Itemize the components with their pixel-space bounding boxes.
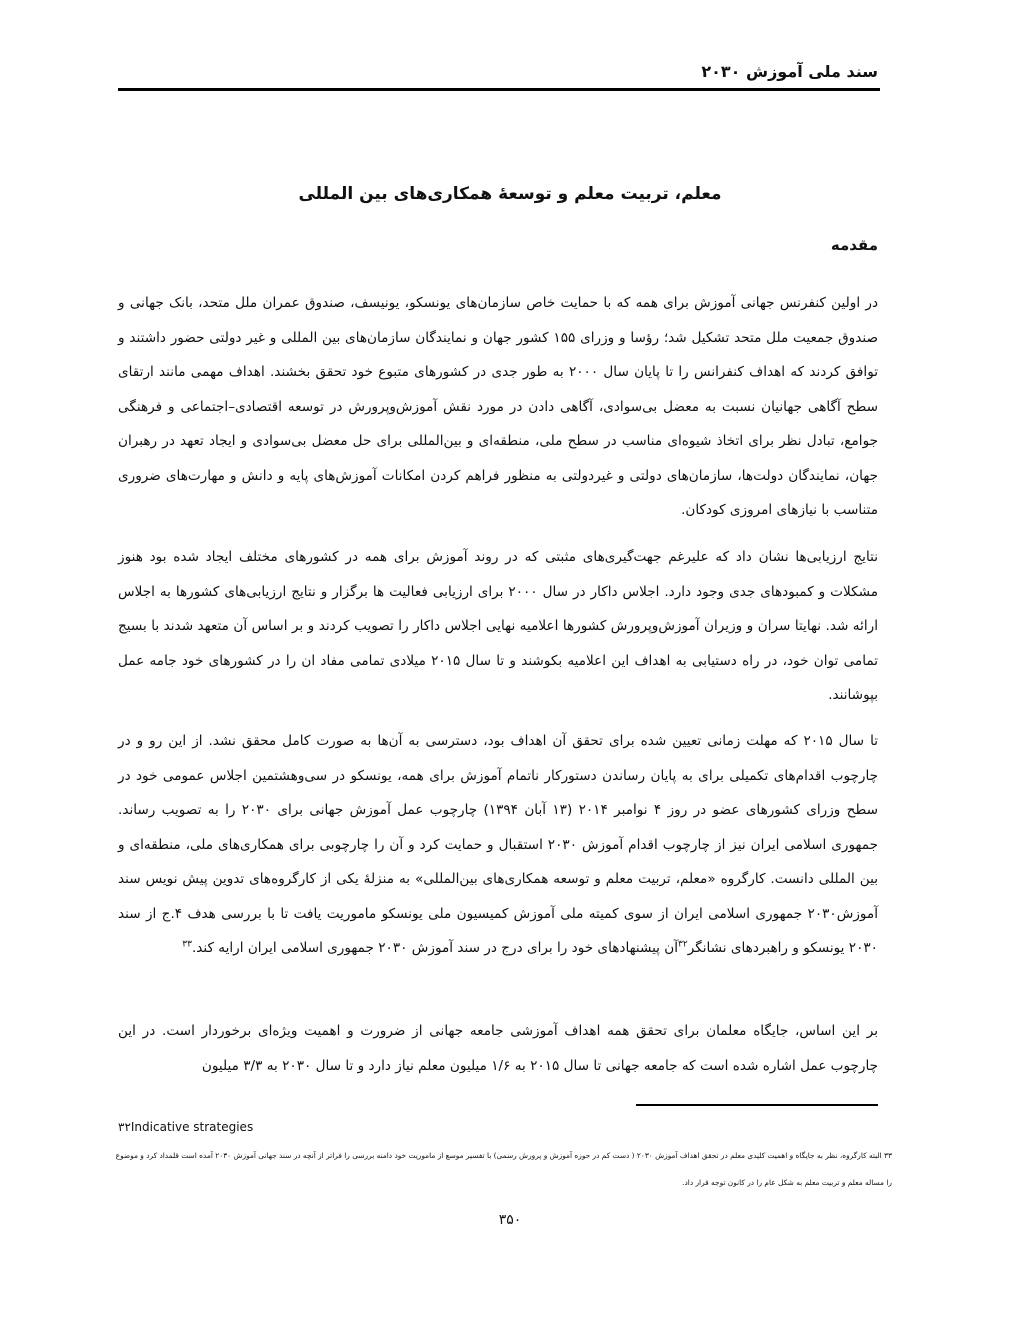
footnote-ref-33[interactable]: ۳۳: [182, 939, 192, 950]
section-heading: مقدمه: [830, 236, 878, 254]
paragraph-1: در اولین کنفرنس جهانی آموزش برای همه که با حمایت خاص سازمان‌های یونسکو، یونیسف، صندوق عمران ملل متحد، بانک جهانی و صندوق جمعیت ملل متحد تشکیل شد؛ رؤسا و وزرای ۱۵۵ کشور جهان و نمایندگان سازمان‌های بین المللی و غیر دولتی حضور داشتند و توافق کردند که اهداف کنفرانس را تا پایان سال ۲۰۰۰ به طور جدی در کشورهای متبوع خود تحقق بخشند. اهداف مهمی مانند ارتقای سطح آگاهی جهانیان نسبت به معضل بی‌سوادی، آگاهی دادن در مورد نقش آموزش‌وپرورش در توسعه اقتصادی–اجتماعی و فرهنگی جوامع، تبادل نظر برای اتخاذ شیوه‌ای مناسب در سطح ملی، منطقه‌ای و بین‌المللی برای حل معضل بی‌سوادی و ایجاد تعهد در رهبران جهان، نمایندگان دولت‌ها، سازمان‌های دولتی و غیردولتی به منظور فراهم کردن امکانات آموزش‌های پایه و دانش و مهارت‌های ضروری متناسب با نیازهای امروزی کودکان.: [118, 295, 878, 518]
footnote-32-mark: ۳۲: [118, 1120, 131, 1134]
footnote-32-text: Indicative strategies: [130, 1120, 254, 1134]
header-divider: [118, 88, 880, 91]
chapter-title: معلم، تربیت معلم و توسعهٔ همکاری‌های بین المللی: [298, 184, 722, 204]
footnote-divider: [636, 1104, 878, 1106]
page-number: ۳۵۰: [498, 1212, 522, 1228]
paragraph-3-text: تا سال ۲۰۱۵ که مهلت زمانی تعیین شده برای تحقق آن اهداف بود، دسترسی به آن‌ها به صورت کامل محقق نشد. از این رو و در چارچوب اقدام‌های تکمیلی برای به پایان رساندن دستورکار ناتمام آموزش برای همه، یونسکو در سی‌وهشتمین اجلاس عمومی خود در سطح وزرای کشورهای عضو در روز ۴ نوامبر ۲۰۱۴ (۱۳ آبان ۱۳۹۴) چارچوب عمل آموزش جهانی برای ۲۰۳۰ را به تصویب رساند. جمهوری اسلامی ایران نیز از چارچوب اقدام آموزش ۲۰۳۰ استقبال و حمایت کرد و آن را چارچوبی برای همکاری‌های ملی، منطقه‌ای و بین المللی دانست. کارگروه «معلم، تربیت معلم و توسعه همکاری‌های بین‌المللی» به منزلهٔ یکی از کارگروه‌های تدوین پیش نویس سند آموزش۲۰۳۰ جمهوری اسلامی ایران از سوی کمیته ملی آموزش کمیسیون ملی یونسکو ماموریت یافت تا با بررسی هدف ۴.ج از سند ۲۰۳۰ یونسکو و راهبردهای نشانگر: [118, 733, 879, 956]
footnote-ref-32[interactable]: ۳۲: [678, 939, 688, 950]
paragraph-4: بر این اساس، جایگاه معلمان برای تحقق همه اهداف آموزشی جامعه جهانی از ضرورت و اهمیت ویژه‌ای برخوردار است. در این چارچوب عمل اشاره شده است که جامعه جهانی تا سال ۲۰۱۵ به ۱/۶ میلیون معلم نیاز دارد و تا سال ۲۰۳۰ به ۳/۳ میلیون: [118, 1023, 878, 1074]
footnote-33: ۳۳ البته کارگروه، نظر به جایگاه و اهمیت کلیدی معلم در تحقق اهداف آموزش ۲۰۳۰ ( دست کم در حوزه آموزش و پرورش رسمی) با تفسیر موسع از ماموریت خود دامنه بررسی را فراتر از آنچه در سند جهانی آموزش ۲۰۳۰ آمده است قلمداد کرد و موضوع را مساله معلم و تربیت معلم به شکل عام را در کانون توجه قرار داد.: [115, 1151, 892, 1187]
paragraph-3: [118, 724, 878, 966]
paragraph-3-continued: آن پیشنهادهای خود را برای درج در سند آموزش ۲۰۳۰ جمهوری اسلامی ایران ارایه کند.: [191, 940, 679, 956]
running-header: سند ملی آموزش ۲۰۳۰: [701, 62, 878, 81]
paragraph-2: نتایج ارزیابی‌ها نشان داد که علیرغم جهت‌گیری‌های مثبتی که در روند آموزش برای همه در کشورهای مختلف ایجاد شده بود هنوز مشکلات و کمبودهای جدی وجود دارد. اجلاس داکار در سال ۲۰۰۰ برای ارزیابی فعالیت ها برگزار و نتایج ارزیابی‌های کشورها به اجلاس ارائه شد. نهایتا سران و وزیران آموزش‌وپرورش کشورها اعلامیه نهایی اجلاس داکار را تصویب کردند و بر اساس آن متعهد شدند با بسیج تمامی توان خود، در راه دستیابی به اهداف این اعلامیه بکوشند و تا سال ۲۰۱۵ میلادی تمامی مفاد ان را در کشورهای خود جامه عمل بپوشانند.: [118, 549, 878, 703]
footnote-32: [118, 1120, 253, 1134]
